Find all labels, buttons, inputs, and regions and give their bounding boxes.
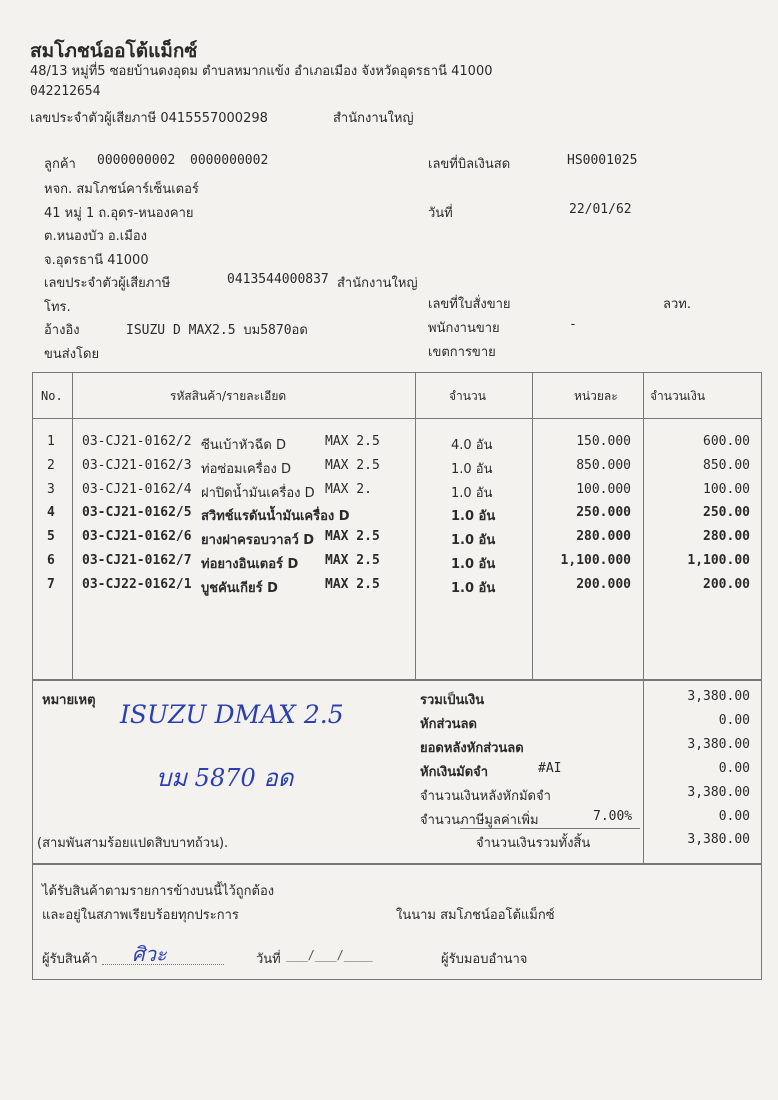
row-item-model: MAX 2.5 xyxy=(325,458,380,473)
col-header-description: รหัสสินค้า/รายละเอียด xyxy=(170,389,287,403)
row-item-name: ซีนเบ้าหัวฉีด D xyxy=(201,438,287,453)
customer-branch: สำนักงานใหญ่ xyxy=(337,276,418,291)
row-no: 6 xyxy=(47,553,55,568)
discount-value: 0.00 xyxy=(718,713,750,728)
sales-order-value: ลวท. xyxy=(663,297,691,312)
row-quantity: 4.0 อัน xyxy=(451,438,493,453)
customer-address-3: จ.อุดรธานี 41000 xyxy=(44,253,149,268)
row-unit-price: 1,100.000 xyxy=(560,553,631,568)
row-quantity: 1.0 อัน xyxy=(451,462,493,477)
row-quantity: 1.0 อัน xyxy=(451,557,496,572)
row-no: 3 xyxy=(47,482,55,497)
row-item-code: 03-CJ21-0162/3 xyxy=(82,458,192,473)
row-no: 7 xyxy=(47,577,55,592)
received-statement-1: ได้รับสินค้าตามรายการข้างบนนี้ไว้ถูกต้อง xyxy=(42,884,275,899)
amount-in-words: (สามพันสามร้อยแปดสิบบาทถ้วน). xyxy=(37,836,229,851)
vat-rate: 7.00% xyxy=(593,809,633,824)
customer-label: ลูกค้า xyxy=(44,157,76,172)
remarks-label: หมายเหตุ xyxy=(42,693,96,708)
after-deposit-value: 3,380.00 xyxy=(687,785,750,800)
after-deposit-label: จำนวนเงินหลังหักมัดจำ xyxy=(420,789,551,804)
deposit-label: หักเงินมัดจำ xyxy=(420,765,489,780)
bill-date-label: วันที่ xyxy=(428,206,453,221)
receive-date-blank: ___/___/____ xyxy=(286,948,373,962)
subtotal-label: รวมเป็นเงิน xyxy=(420,693,485,708)
discount-label: หักส่วนลด xyxy=(420,717,477,732)
row-item-code: 03-CJ21-0162/4 xyxy=(82,482,192,497)
customer-tax-id: 0413544000837 xyxy=(227,272,329,287)
after-discount-label: ยอดหลังหักส่วนลด xyxy=(420,741,524,756)
after-discount-value: 3,380.00 xyxy=(687,737,750,752)
customer-tax-label: เลขประจำตัวผู้เสียภาษี xyxy=(44,276,171,291)
row-unit-price: 200.000 xyxy=(576,577,631,592)
col-header-quantity: จำนวน xyxy=(449,389,486,403)
vat-label: จำนวนภาษีมูลค่าเพิ่ม xyxy=(420,813,539,828)
reference-value: ISUZU D MAX2.5 บม5870อด xyxy=(126,323,308,338)
row-item-name: ท่อยางอินเตอร์ D xyxy=(201,557,299,572)
row-no: 5 xyxy=(47,529,55,544)
customer-tel-label: โทร. xyxy=(44,300,71,315)
sales-order-label: เลขที่ใบสั่งขาย xyxy=(428,297,511,312)
customer-address-1: 41 หมู่ 1 ถ.อุดร-หนองคาย xyxy=(44,206,194,221)
row-unit-price: 280.000 xyxy=(576,529,631,544)
items-header-divider xyxy=(32,418,762,419)
customer-code-2: 0000000002 xyxy=(190,153,269,168)
customer-address-2: ต.หนองบัว อ.เมือง xyxy=(44,229,147,244)
received-statement-2: และอยู่ในสภาพเรียบร้อยทุกประการ xyxy=(42,908,239,923)
salesperson-label: พนักงานขาย xyxy=(428,321,500,336)
row-amount: 600.00 xyxy=(703,434,750,449)
row-amount: 280.00 xyxy=(703,529,750,544)
customer-code-1: 0000000002 xyxy=(97,153,176,168)
salesperson-value: - xyxy=(569,317,577,332)
deposit-value: 0.00 xyxy=(718,761,750,776)
row-quantity: 1.0 อัน xyxy=(451,509,496,524)
customer-name: หจก. สมโภชน์คาร์เซ็นเตอร์ xyxy=(44,182,199,197)
handwritten-plate: บม 5870 อด xyxy=(156,764,294,792)
row-item-model: MAX 2.5 xyxy=(325,434,380,449)
company-address: 48/13 หมู่ที่5 ซอยบ้านดงอุดม ตำบลหมากแข้ง อำเภอเมือง จังหวัดอุดรธานี 41000 xyxy=(30,64,493,79)
row-amount: 100.00 xyxy=(703,482,750,497)
authorized-label: ผู้รับมอบอำนาจ xyxy=(441,952,528,967)
row-no: 4 xyxy=(47,505,55,520)
handwritten-model: ISUZU DMAX 2.5 xyxy=(120,700,344,729)
row-quantity: 1.0 อัน xyxy=(451,533,496,548)
col-header-amount: จำนวนเงิน xyxy=(650,389,706,403)
row-amount: 250.00 xyxy=(703,505,750,520)
sales-area-label: เขตการขาย xyxy=(428,345,496,360)
row-quantity: 1.0 อัน xyxy=(451,486,493,501)
row-item-code: 03-CJ21-0162/5 xyxy=(82,505,192,520)
row-no: 1 xyxy=(47,434,55,449)
row-amount: 850.00 xyxy=(703,458,750,473)
company-branch: สำนักงานใหญ่ xyxy=(333,111,414,126)
row-unit-price: 100.000 xyxy=(576,482,631,497)
vat-value: 0.00 xyxy=(718,809,750,824)
row-item-model: MAX 2.5 xyxy=(325,553,380,568)
row-item-code: 03-CJ21-0162/2 xyxy=(82,434,192,449)
receiver-signature: ศิวะ xyxy=(132,942,167,966)
row-item-model: MAX 2.5 xyxy=(325,529,380,544)
col-header-unit-price: หน่วยละ xyxy=(574,389,618,403)
row-item-code: 03-CJ21-0162/6 xyxy=(82,529,192,544)
deposit-ref: #AI xyxy=(538,761,562,776)
row-item-model: MAX 2. xyxy=(325,482,372,497)
bill-no-label: เลขที่บิลเงินสด xyxy=(428,157,511,172)
row-item-name: ยางฝาครอบวาลว์ D xyxy=(201,533,315,548)
row-quantity: 1.0 อัน xyxy=(451,581,496,596)
row-amount: 200.00 xyxy=(703,577,750,592)
receive-date-label: วันที่ xyxy=(256,952,281,967)
row-item-name: สวิทช์แรดันน้ำมันเครื่อง D xyxy=(201,509,350,524)
shipping-label: ขนส่งโดย xyxy=(44,347,100,362)
row-item-code: 03-CJ22-0162/1 xyxy=(82,577,192,592)
company-name: สมโภชน์ออโต้แม็กซ์ xyxy=(30,40,198,62)
subtotal-value: 3,380.00 xyxy=(687,689,750,704)
receiver-label: ผู้รับสินค้า xyxy=(42,952,98,967)
row-item-code: 03-CJ21-0162/7 xyxy=(82,553,192,568)
on-behalf-of: ในนาม สมโภชน์ออโต้แม็กซ์ xyxy=(396,908,555,923)
row-unit-price: 250.000 xyxy=(576,505,631,520)
company-tax-id: เลขประจำตัวผู้เสียภาษี 0415557000298 xyxy=(30,111,268,126)
row-amount: 1,100.00 xyxy=(687,553,750,568)
reference-label: อ้างอิง xyxy=(44,323,80,338)
company-phone: 042212654 xyxy=(30,84,101,99)
row-item-name: บูชคันเกียร์ D xyxy=(201,581,278,596)
row-unit-price: 850.000 xyxy=(576,458,631,473)
row-item-name: ฝาปิดน้ำมันเครื่อง D xyxy=(201,486,315,501)
bill-no-value: HS0001025 xyxy=(567,153,638,168)
row-unit-price: 150.000 xyxy=(576,434,631,449)
row-item-name: ท่อซ่อมเครื่อง D xyxy=(201,462,291,477)
col-header-no: No. xyxy=(41,389,63,403)
grand-total-label: จำนวนเงินรวมทั้งสิ้น xyxy=(476,836,591,851)
row-item-model: MAX 2.5 xyxy=(325,577,380,592)
bill-date-value: 22/01/62 xyxy=(569,202,632,217)
grand-total-value: 3,380.00 xyxy=(687,832,750,847)
row-no: 2 xyxy=(47,458,55,473)
